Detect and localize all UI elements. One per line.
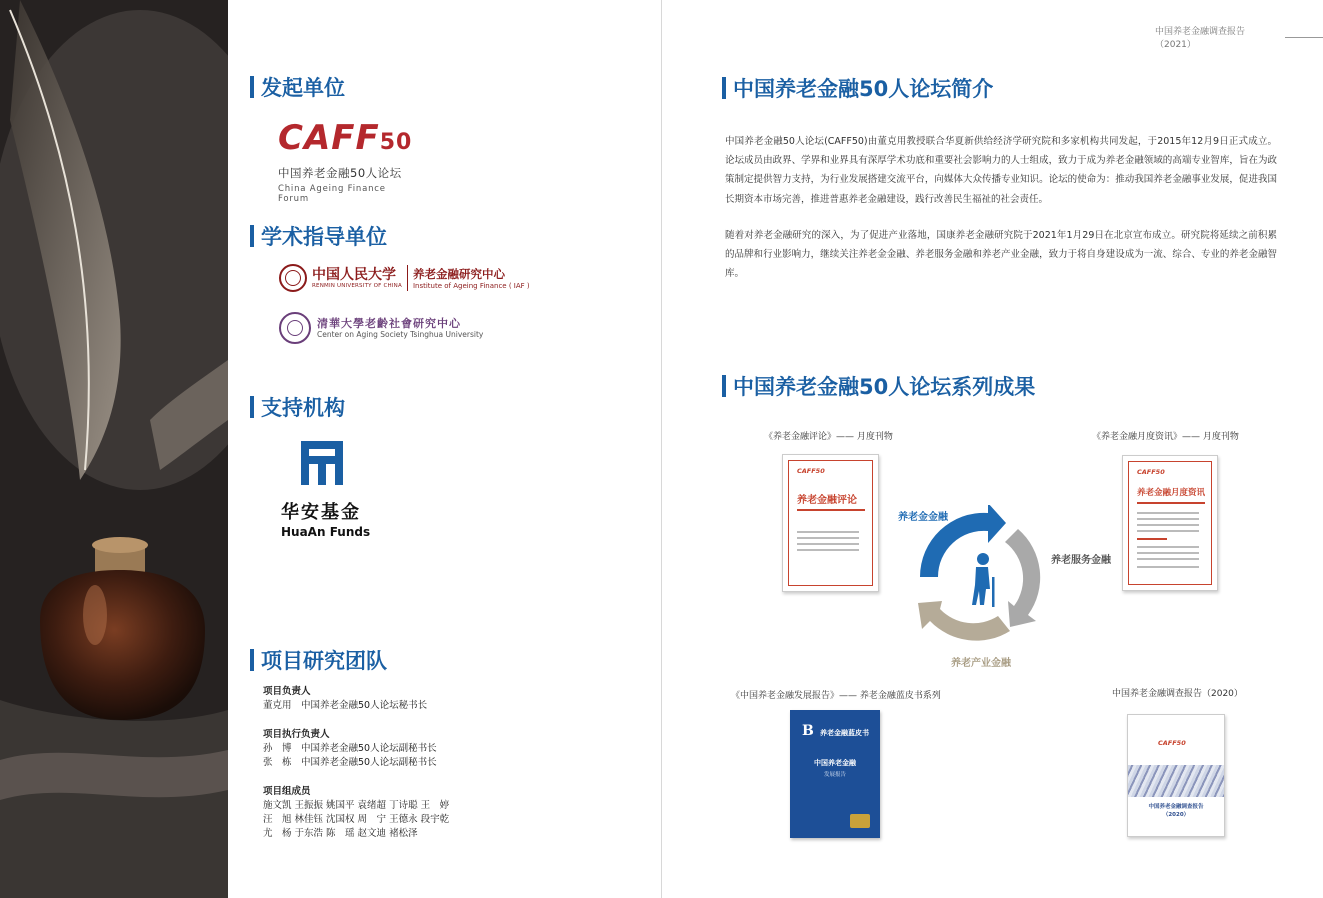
results-heading: 中国养老金融50人论坛系列成果: [722, 371, 1035, 401]
quill-inkwell-photo: [0, 0, 228, 898]
elderly-person-icon: [972, 553, 995, 607]
team-list: 项目负责人 董克用 中国养老金融50人论坛秘书长 项目执行负责人 孙 博 中国养老金融50人论坛副秘书长 张 栋 中国养老金融50人论坛副秘书长 项目组成员 施文凯 王振振 姚国平 袁绪超 丁诗聪 王 婷 汪 旭 林佳钰 沈国权 周 宁 王德永 段宇乾 尤 杨 于东浩 陈 瑶 赵文迪 褚松泽: [263, 686, 450, 839]
huaan-mark-icon: [297, 438, 347, 488]
caff50-logo: CAFF50 中国养老金融50人论坛 China Ageing Finance Forum: [278, 118, 413, 204]
cycle-arrow-service: [1005, 529, 1040, 627]
survey-2020-cover: CAFF50 中国养老金融调查报告 （2020）: [1127, 714, 1225, 837]
tsinghua-seal-icon: [279, 312, 311, 344]
caption-monthly: 《养老金融月度资讯》—— 月度刊物: [1092, 432, 1239, 442]
support-heading: 支持机构: [250, 392, 345, 422]
three-finance-cycle-diagram: [910, 505, 1060, 650]
heading-bar: [250, 76, 254, 98]
heading-bar: [722, 77, 726, 99]
huaan-funds-logo: 华安基金 HuaAn Funds: [281, 438, 371, 539]
caption-review: 《养老金融评论》—— 月度刊物: [764, 432, 893, 442]
intro-heading: 中国养老金融50人论坛简介: [722, 73, 993, 103]
cycle-label-pension-fund: 养老金金融: [898, 512, 948, 523]
team-heading: 项目研究团队: [250, 645, 387, 675]
caption-survey-2020: 中国养老金融调查报告（2020）: [1112, 689, 1243, 699]
running-header: 中国养老金融调查报告（2021）: [1155, 24, 1323, 50]
cycle-label-service: 养老服务金融: [1051, 555, 1111, 566]
heading-bar: [250, 649, 254, 671]
caption-bluebook: 《中国养老金融发展报告》—— 养老金融蓝皮书系列: [731, 691, 941, 701]
ruc-iaf-logo: 中国人民大学 RENMIN UNIVERSITY OF CHINA 养老金融研究中心 Institute of Ageing Finance ( IAF ): [279, 264, 530, 292]
cycle-arrow-industry: [918, 601, 1010, 641]
heading-bar: [722, 375, 726, 397]
heading-bar: [250, 396, 254, 418]
heading-bar: [250, 225, 254, 247]
tsinghua-center-logo: 清華大學老齡社會研究中心 Center on Aging Society Tsinghua University: [279, 312, 483, 344]
academic-heading: 学术指导单位: [250, 221, 387, 251]
intro-paragraph-2: 随着对养老金融研究的深入，为了促进产业落地，国康养老金融研究院于2021年1月29日在北京宣布成立。研究院将延续之前积累的品牌和行业影响力，继续关注养老金金融、养老服务金融和养老产业金融，致力于将自身建设成为一流、综合、专业的养老金融智库。: [725, 230, 1277, 280]
bluebook-cover: B 养老金融蓝皮书 中国养老金融 发展报告: [790, 710, 880, 838]
monthly-cover: CAFF50 养老金融月度资讯: [1122, 455, 1218, 591]
cycle-label-industry: 养老产业金融: [951, 658, 1011, 669]
page-fold-divider: [661, 0, 662, 898]
initiator-heading: 发起单位: [250, 72, 345, 102]
ruc-seal-icon: [279, 264, 307, 292]
intro-paragraph-1: 中国养老金融50人论坛(CAFF50)由董克用教授联合华夏新供给经济学研究院和多家机构共同发起，于2015年12月9日正式成立。论坛成员由政界、学界和业界具有深厚学术功底和重要社会影响力的人士组成，致力于成为养老金融领域的高端专业智库，旨在为政策制定提供智力支持，为行业发展搭建交流平台，向媒体大众传播专业知识。论坛的使命为：推动我国养老金融事业发展，促进我国长期资本市场完善，推进普惠养老金融建设，践行改善民生福祉的社会责任。: [725, 136, 1277, 205]
review-cover: CAFF50 养老金融评论: [782, 454, 879, 592]
